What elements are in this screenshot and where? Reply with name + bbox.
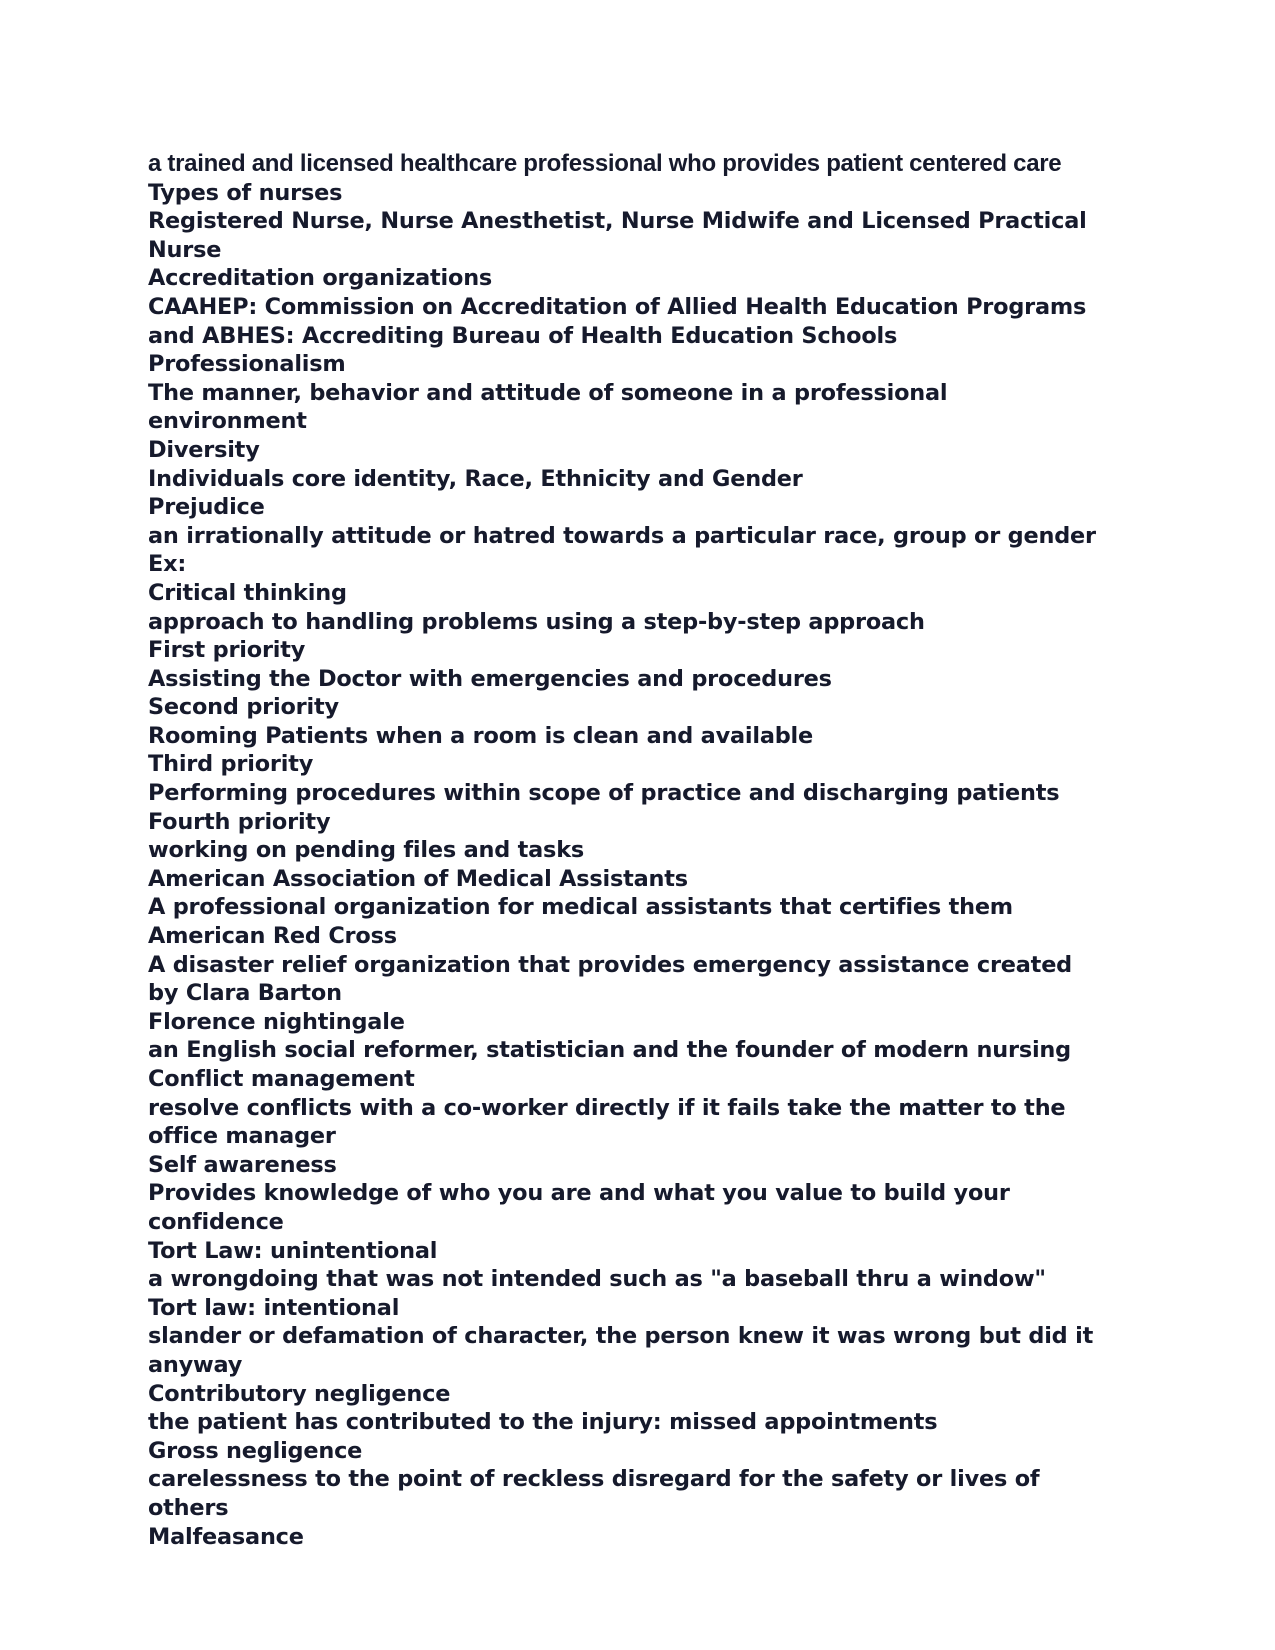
text-line: the patient has contributed to the injury: missed appointments	[148, 1409, 938, 1436]
text-line: carelessness to the point of reckless disregard for the safety or lives of others	[148, 1466, 1040, 1521]
text-line: Professionalism	[148, 351, 346, 378]
text-line: A professional organization for medical assistants that certifies them	[148, 894, 1013, 921]
text-line: Registered Nurse, Nurse Anesthetist, Nurse Midwife and Licensed Practical Nurse	[148, 208, 1087, 263]
text-line: approach to handling problems using a step-by-step approach	[148, 608, 925, 635]
text-line: working on pending files and tasks	[148, 837, 585, 864]
intro-definition: a trained and licensed healthcare professional who provides patient centered care	[148, 150, 1062, 177]
text-line: CAAHEP: Commission on Accreditation of Allied Health Education Programs and ABHES: Accrediting Bureau of Health Education Schools	[148, 293, 1087, 349]
text-line: Second priority	[148, 694, 339, 721]
text-line: resolve conflicts with a co-worker directly if it fails take the matter to the office manager	[148, 1094, 1066, 1150]
text-line: Diversity	[148, 436, 260, 463]
text-line: Rooming Patients when a room is clean and available	[148, 722, 814, 749]
text-line: Tort Law: unintentional	[148, 1237, 438, 1264]
text-line: Contributory negligence	[148, 1380, 451, 1407]
text-line: Prejudice	[148, 494, 265, 521]
text-line: Third priority	[148, 751, 314, 778]
text-line: an irrationally attitude or hatred towards a particular race, group or gender Ex:	[148, 522, 1096, 578]
text-line: a wrongdoing that was not intended such as "a baseball thru a window"	[148, 1266, 1046, 1293]
text-line: First priority	[148, 637, 306, 664]
document-body	[148, 150, 1108, 1551]
text-line: Assisting the Doctor with emergencies and procedures	[148, 665, 832, 692]
text-line: Conflict management	[148, 1066, 415, 1092]
text-line: Critical thinking	[148, 579, 347, 606]
text-line: Florence nightingale	[148, 1008, 405, 1035]
text-line: Self awareness	[148, 1151, 337, 1178]
text-line: an English social reformer, statistician and the founder of modern nursing	[148, 1037, 1072, 1064]
text-line: A disaster relief organization that provides emergency assistance created by Clara Barton	[148, 951, 1073, 1007]
text-line: Gross negligence	[148, 1437, 363, 1464]
text-line: The manner, behavior and attitude of someone in a professional environment	[148, 379, 948, 435]
text-line: Types of nurses	[148, 179, 343, 206]
text-line: slander or defamation of character, the person knew it was wrong but did it anyway	[148, 1323, 1094, 1378]
text-line: Tort law: intentional	[148, 1294, 400, 1321]
text-line: Accreditation organizations	[148, 265, 493, 292]
text-line: Provides knowledge of who you are and what you value to build your confidence	[148, 1180, 1010, 1235]
text-line: Performing procedures within scope of practice and discharging patients	[148, 780, 1060, 807]
text-line: Fourth priority	[148, 808, 331, 835]
text-line: American Association of Medical Assistants	[148, 865, 688, 892]
text-line: Individuals core identity, Race, Ethnicity and Gender	[148, 465, 803, 492]
text-line: Malfeasance	[148, 1523, 304, 1550]
text-line: American Red Cross	[148, 923, 397, 950]
